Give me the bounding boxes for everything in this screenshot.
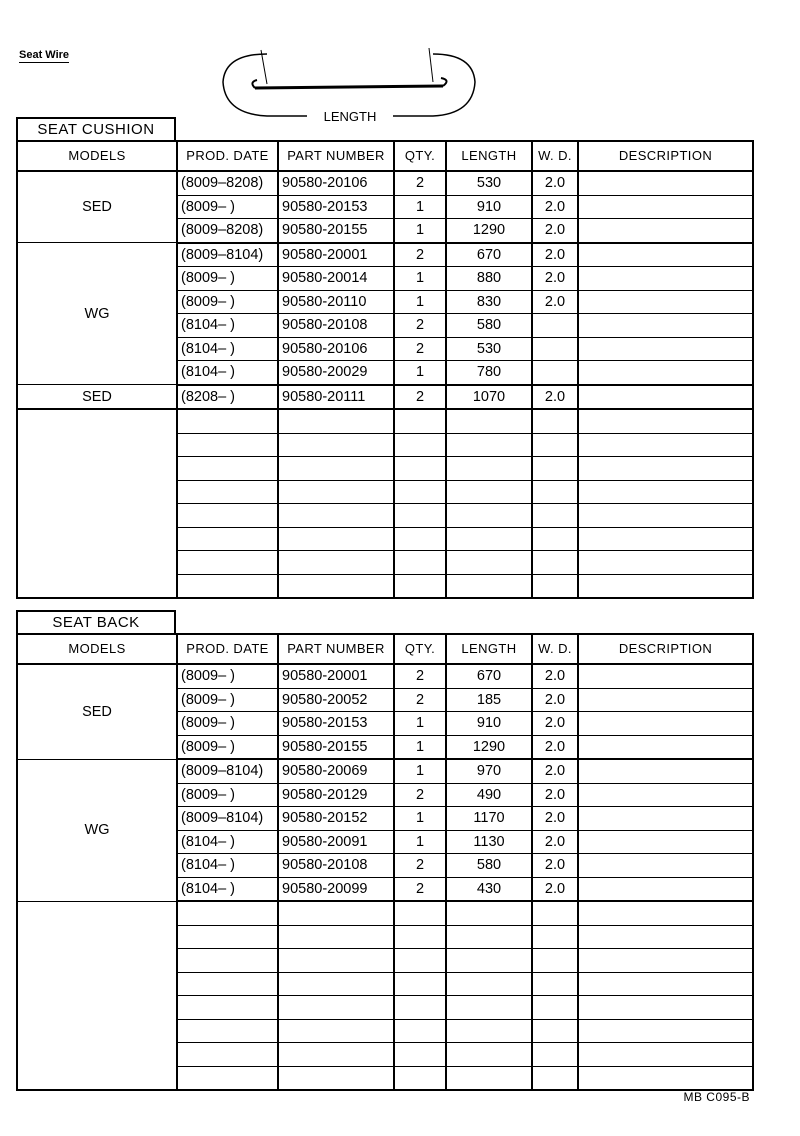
empty-cell — [532, 972, 578, 996]
empty-cell — [578, 409, 753, 433]
col-qty: QTY. — [394, 634, 446, 664]
length-cell: 490 — [446, 783, 532, 807]
length-cell: 1070 — [446, 385, 532, 410]
empty-cell — [177, 972, 278, 996]
length-cell: 910 — [446, 195, 532, 219]
description-cell — [578, 314, 753, 338]
wd-cell: 2.0 — [532, 243, 578, 267]
header-row — [17, 141, 753, 171]
empty-cell — [446, 925, 532, 949]
col-description: DESCRIPTION — [578, 634, 753, 664]
empty-cell — [446, 457, 532, 481]
empty-cell — [278, 1019, 394, 1043]
empty-cell — [394, 1019, 446, 1043]
empty-cell — [177, 1066, 278, 1090]
col-wd: W. D. — [532, 141, 578, 171]
empty-cell — [394, 1043, 446, 1067]
length-cell: 970 — [446, 759, 532, 783]
empty-cell — [578, 457, 753, 481]
length-cell: 910 — [446, 712, 532, 736]
empty-cell — [532, 504, 578, 528]
description-cell — [578, 664, 753, 688]
wd-cell: 2.0 — [532, 735, 578, 759]
description-cell — [578, 854, 753, 878]
qty-cell: 1 — [394, 195, 446, 219]
empty-cell — [394, 996, 446, 1020]
empty-cell — [177, 901, 278, 925]
empty-cell — [177, 504, 278, 528]
empty-cell — [278, 457, 394, 481]
prod-date-cell: (8104– ) — [177, 337, 278, 361]
description-cell — [578, 361, 753, 385]
wd-cell: 2.0 — [532, 854, 578, 878]
description-cell — [578, 219, 753, 243]
part-number-cell: 90580-20029 — [278, 361, 394, 385]
empty-cell — [278, 996, 394, 1020]
length-cell: 830 — [446, 290, 532, 314]
empty-cell — [578, 972, 753, 996]
col-part-number: PART NUMBER — [278, 141, 394, 171]
part-number-cell: 90580-20108 — [278, 314, 394, 338]
prod-date-cell: (8009– ) — [177, 290, 278, 314]
empty-cell — [278, 1043, 394, 1067]
description-cell — [578, 735, 753, 759]
part-number-cell: 90580-20153 — [278, 712, 394, 736]
empty-cell — [532, 527, 578, 551]
part-number-cell: 90580-20106 — [278, 171, 394, 195]
empty-cell — [578, 1019, 753, 1043]
wd-cell: 2.0 — [532, 783, 578, 807]
header-row — [17, 634, 753, 664]
wd-cell: 2.0 — [532, 759, 578, 783]
empty-cell — [446, 1043, 532, 1067]
empty-cell — [446, 996, 532, 1020]
empty-cell — [578, 480, 753, 504]
description-cell — [578, 337, 753, 361]
empty-cell — [394, 457, 446, 481]
empty-cell — [532, 480, 578, 504]
empty-cell — [446, 409, 532, 433]
empty-cell — [177, 551, 278, 575]
length-cell: 670 — [446, 664, 532, 688]
qty-cell: 2 — [394, 171, 446, 195]
wd-cell: 2.0 — [532, 807, 578, 831]
description-cell — [578, 688, 753, 712]
description-cell — [578, 807, 753, 831]
length-cell: 780 — [446, 361, 532, 385]
qty-cell: 2 — [394, 854, 446, 878]
wd-cell — [532, 337, 578, 361]
empty-cell — [394, 574, 446, 598]
wd-cell: 2.0 — [532, 664, 578, 688]
description-cell — [578, 195, 753, 219]
empty-cell — [446, 527, 532, 551]
qty-cell: 2 — [394, 243, 446, 267]
empty-cell — [278, 527, 394, 551]
col-models: MODELS — [17, 634, 177, 664]
empty-cell — [532, 949, 578, 973]
empty-cell — [578, 527, 753, 551]
qty-cell: 2 — [394, 314, 446, 338]
col-description: DESCRIPTION — [578, 141, 753, 171]
empty-cell — [177, 949, 278, 973]
empty-cell — [394, 972, 446, 996]
wd-cell: 2.0 — [532, 877, 578, 901]
prod-date-cell: (8009–8104) — [177, 243, 278, 267]
prod-date-cell: (8009– ) — [177, 783, 278, 807]
wd-cell: 2.0 — [532, 195, 578, 219]
empty-row — [17, 901, 753, 925]
length-cell: 1290 — [446, 735, 532, 759]
empty-cell — [532, 1066, 578, 1090]
length-cell: 1290 — [446, 219, 532, 243]
col-models: MODELS — [17, 141, 177, 171]
prod-date-cell: (8104– ) — [177, 854, 278, 878]
length-cell: 185 — [446, 688, 532, 712]
part-number-cell: 90580-20152 — [278, 807, 394, 831]
length-cell: 880 — [446, 267, 532, 291]
empty-cell — [532, 1019, 578, 1043]
prod-date-cell: (8009–8208) — [177, 171, 278, 195]
col-prod-date: PROD. DATE — [177, 141, 278, 171]
wd-cell — [532, 314, 578, 338]
part-number-cell: 90580-20099 — [278, 877, 394, 901]
empty-cell — [578, 949, 753, 973]
empty-cell — [532, 457, 578, 481]
empty-cell — [278, 480, 394, 504]
empty-cell — [177, 925, 278, 949]
empty-cell — [446, 1066, 532, 1090]
part-number-cell: 90580-20153 — [278, 195, 394, 219]
empty-cell — [278, 1066, 394, 1090]
model-cell: SED — [17, 385, 177, 410]
part-number-cell: 90580-20155 — [278, 735, 394, 759]
length-cell: 1170 — [446, 807, 532, 831]
part-number-cell: 90580-20110 — [278, 290, 394, 314]
wd-cell: 2.0 — [532, 219, 578, 243]
qty-cell: 2 — [394, 783, 446, 807]
description-cell — [578, 759, 753, 783]
empty-cell — [532, 1043, 578, 1067]
empty-cell — [446, 551, 532, 575]
wd-cell: 2.0 — [532, 830, 578, 854]
length-cell: 580 — [446, 854, 532, 878]
prod-date-cell: (8104– ) — [177, 877, 278, 901]
empty-cell — [578, 925, 753, 949]
table-row — [17, 171, 753, 195]
seat-cushion-title: SEAT CUSHION — [16, 117, 176, 140]
part-number-cell: 90580-20108 — [278, 854, 394, 878]
length-cell: 670 — [446, 243, 532, 267]
description-cell — [578, 243, 753, 267]
part-number-cell: 90580-20111 — [278, 385, 394, 410]
description-cell — [578, 171, 753, 195]
model-cell: WG — [17, 759, 177, 901]
prod-date-cell: (8009– ) — [177, 267, 278, 291]
qty-cell: 1 — [394, 807, 446, 831]
seat-wire-diagram — [215, 40, 485, 130]
prod-date-cell: (8104– ) — [177, 361, 278, 385]
empty-cell — [177, 527, 278, 551]
prod-date-cell: (8009– ) — [177, 735, 278, 759]
page-caption: Seat Wire — [19, 49, 70, 61]
empty-cell — [578, 901, 753, 925]
empty-cell — [278, 574, 394, 598]
empty-cell — [177, 574, 278, 598]
empty-cell — [446, 433, 532, 457]
empty-cell — [278, 972, 394, 996]
empty-cell — [578, 1043, 753, 1067]
prod-date-cell: (8009–8208) — [177, 219, 278, 243]
part-number-cell: 90580-20001 — [278, 664, 394, 688]
empty-cell — [394, 925, 446, 949]
empty-cell — [578, 996, 753, 1020]
part-number-cell: 90580-20069 — [278, 759, 394, 783]
qty-cell: 2 — [394, 664, 446, 688]
empty-cell — [177, 457, 278, 481]
qty-cell: 2 — [394, 688, 446, 712]
empty-cell — [532, 996, 578, 1020]
empty-cell — [177, 996, 278, 1020]
prod-date-cell: (8009–8104) — [177, 807, 278, 831]
wd-cell: 2.0 — [532, 290, 578, 314]
empty-cell — [278, 551, 394, 575]
empty-cell — [394, 409, 446, 433]
model-cell-empty — [17, 409, 177, 598]
prod-date-cell: (8208– ) — [177, 385, 278, 410]
empty-cell — [532, 409, 578, 433]
seat-back-table — [16, 633, 754, 1091]
empty-cell — [278, 949, 394, 973]
empty-cell — [532, 901, 578, 925]
seat-back-title: SEAT BACK — [16, 610, 176, 633]
table-row — [17, 385, 753, 410]
empty-cell — [446, 480, 532, 504]
empty-cell — [394, 433, 446, 457]
table-row — [17, 243, 753, 267]
empty-cell — [578, 504, 753, 528]
empty-cell — [578, 551, 753, 575]
col-length: LENGTH — [446, 141, 532, 171]
empty-cell — [394, 901, 446, 925]
prod-date-cell: (8104– ) — [177, 314, 278, 338]
description-cell — [578, 712, 753, 736]
qty-cell: 1 — [394, 735, 446, 759]
col-length: LENGTH — [446, 634, 532, 664]
prod-date-cell: (8009– ) — [177, 712, 278, 736]
empty-cell — [446, 972, 532, 996]
empty-cell — [446, 901, 532, 925]
qty-cell: 1 — [394, 712, 446, 736]
empty-cell — [578, 1066, 753, 1090]
qty-cell: 1 — [394, 219, 446, 243]
part-number-cell: 90580-20091 — [278, 830, 394, 854]
empty-cell — [177, 409, 278, 433]
empty-cell — [578, 433, 753, 457]
qty-cell: 1 — [394, 267, 446, 291]
description-cell — [578, 267, 753, 291]
col-wd: W. D. — [532, 634, 578, 664]
qty-cell: 2 — [394, 337, 446, 361]
wd-cell — [532, 361, 578, 385]
empty-cell — [394, 551, 446, 575]
empty-cell — [278, 504, 394, 528]
model-cell: SED — [17, 171, 177, 243]
prod-date-cell: (8009– ) — [177, 688, 278, 712]
seat-cushion-table — [16, 140, 754, 599]
description-cell — [578, 877, 753, 901]
length-cell: 580 — [446, 314, 532, 338]
part-number-cell: 90580-20052 — [278, 688, 394, 712]
empty-cell — [177, 480, 278, 504]
qty-cell: 2 — [394, 877, 446, 901]
empty-cell — [532, 574, 578, 598]
model-cell-empty — [17, 901, 177, 1090]
col-prod-date: PROD. DATE — [177, 634, 278, 664]
col-qty: QTY. — [394, 141, 446, 171]
page-footer-code: MB C095-B — [683, 1090, 750, 1104]
length-cell: 530 — [446, 337, 532, 361]
length-label: LENGTH — [323, 109, 377, 124]
empty-cell — [446, 504, 532, 528]
description-cell — [578, 290, 753, 314]
empty-cell — [177, 433, 278, 457]
part-number-cell: 90580-20001 — [278, 243, 394, 267]
part-number-cell: 90580-20129 — [278, 783, 394, 807]
empty-cell — [394, 1066, 446, 1090]
qty-cell: 2 — [394, 385, 446, 410]
empty-cell — [532, 433, 578, 457]
length-cell: 530 — [446, 171, 532, 195]
col-part-number: PART NUMBER — [278, 634, 394, 664]
empty-cell — [578, 574, 753, 598]
empty-cell — [278, 433, 394, 457]
prod-date-cell: (8009– ) — [177, 195, 278, 219]
empty-cell — [394, 504, 446, 528]
description-cell — [578, 830, 753, 854]
empty-cell — [532, 551, 578, 575]
part-number-cell: 90580-20106 — [278, 337, 394, 361]
empty-cell — [278, 409, 394, 433]
model-cell: WG — [17, 243, 177, 385]
length-cell: 1130 — [446, 830, 532, 854]
empty-cell — [394, 949, 446, 973]
wd-cell: 2.0 — [532, 385, 578, 410]
table-row — [17, 664, 753, 688]
empty-cell — [532, 925, 578, 949]
description-cell — [578, 783, 753, 807]
wd-cell: 2.0 — [532, 171, 578, 195]
prod-date-cell: (8104– ) — [177, 830, 278, 854]
prod-date-cell: (8009– ) — [177, 664, 278, 688]
empty-cell — [394, 480, 446, 504]
qty-cell: 1 — [394, 361, 446, 385]
empty-row — [17, 409, 753, 433]
empty-cell — [446, 949, 532, 973]
qty-cell: 1 — [394, 830, 446, 854]
empty-cell — [446, 574, 532, 598]
empty-cell — [394, 527, 446, 551]
prod-date-cell: (8009–8104) — [177, 759, 278, 783]
empty-cell — [177, 1043, 278, 1067]
qty-cell: 1 — [394, 290, 446, 314]
wd-cell: 2.0 — [532, 712, 578, 736]
description-cell — [578, 385, 753, 410]
table-row — [17, 759, 753, 783]
part-number-cell: 90580-20155 — [278, 219, 394, 243]
empty-cell — [177, 1019, 278, 1043]
model-cell: SED — [17, 664, 177, 759]
empty-cell — [278, 901, 394, 925]
qty-cell: 1 — [394, 759, 446, 783]
wd-cell: 2.0 — [532, 688, 578, 712]
wd-cell: 2.0 — [532, 267, 578, 291]
empty-cell — [278, 925, 394, 949]
empty-cell — [446, 1019, 532, 1043]
length-cell: 430 — [446, 877, 532, 901]
part-number-cell: 90580-20014 — [278, 267, 394, 291]
